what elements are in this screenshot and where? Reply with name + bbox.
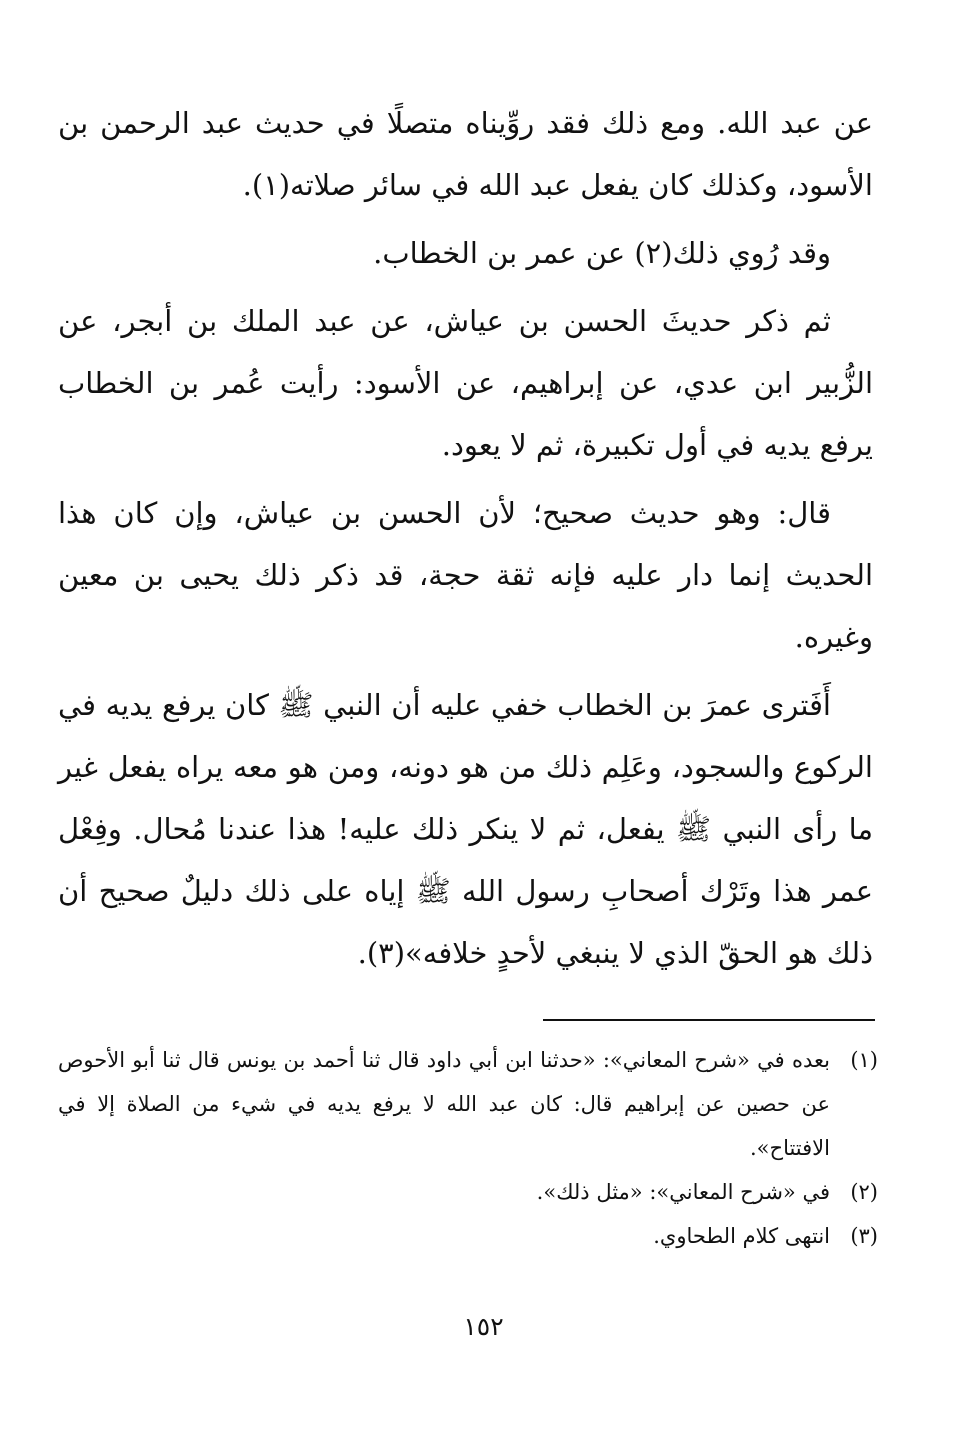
- page-number: ١٥٢: [463, 1312, 504, 1341]
- footnote-1: [58, 1038, 878, 1170]
- page-body: [58, 92, 873, 990]
- footnote-number: (١): [850, 1048, 878, 1072]
- footnote-2: [58, 1170, 878, 1214]
- paragraph-3: ثم ذكر حديثَ الحسن بن عياش، عن عبد الملك بن أبجر، عن الزُّبير ابن عدي، عن إبراهيم، عن الأسود: رأيت عُمر بن الخطاب يرفع يديه في أول تكبيرة، ثم لا يعود.: [58, 304, 873, 462]
- paragraph-4: قال: وهو حديث صحيح؛ لأن الحسن بن عياش، وإن كان هذا الحديث إنما دار عليه فإنه ثقة حجة، قد ذكر ذلك يحيى بن معين وغيره.: [58, 496, 873, 654]
- paragraph-1: عن عبد الله. ومع ذلك فقد روِّيناه متصلًا في حديث عبد الرحمن بن الأسود، وكذلك كان يفعل عبد الله في سائر صلاته(١).: [58, 106, 873, 202]
- paragraph-5: أَفَترى عمرَ بن الخطاب خفي عليه أن النبي ﷺ كان يرفع يديه في الركوع والسجود، وعَلِم ذلك من هو دونه، ومن هو معه يراه يفعل غير ما رأى النبي ﷺ يفعل، ثم لا ينكر ذلك عليه! هذا عندنا مُحال. وفِعْل عمر هذا وتَرْك أصحابِ رسول الله ﷺ إياه على ذلك دليلٌ صحيح أن ذلك هو الحقّ الذي لا ينبغي لأحدٍ خلافه»(٣).: [58, 688, 873, 970]
- paragraph-2: وقد رُوي ذلك(٢) عن عمر بن الخطاب.: [373, 236, 831, 270]
- footnote-number: (٢): [850, 1180, 878, 1204]
- footnote-text: في «شرح المعاني»: «مثل ذلك».: [536, 1180, 830, 1204]
- footnote-3: [58, 1214, 878, 1258]
- main-text: [58, 92, 873, 984]
- footnotes: [58, 1038, 878, 1258]
- footnote-text: بعده في «شرح المعاني»: «حدثنا ابن أبي داود قال ثنا أحمد بن يونس قال ثنا أبو الأحوص عن حصين عن إبراهيم قال: كان عبد الله لا يرفع يديه في شيء من الصلاة إلا في الافتتاح».: [58, 1048, 830, 1160]
- footnote-separator: [543, 1019, 875, 1021]
- footnote-number: (٣): [850, 1224, 878, 1248]
- footnote-text: انتهى كلام الطحاوي.: [653, 1224, 830, 1248]
